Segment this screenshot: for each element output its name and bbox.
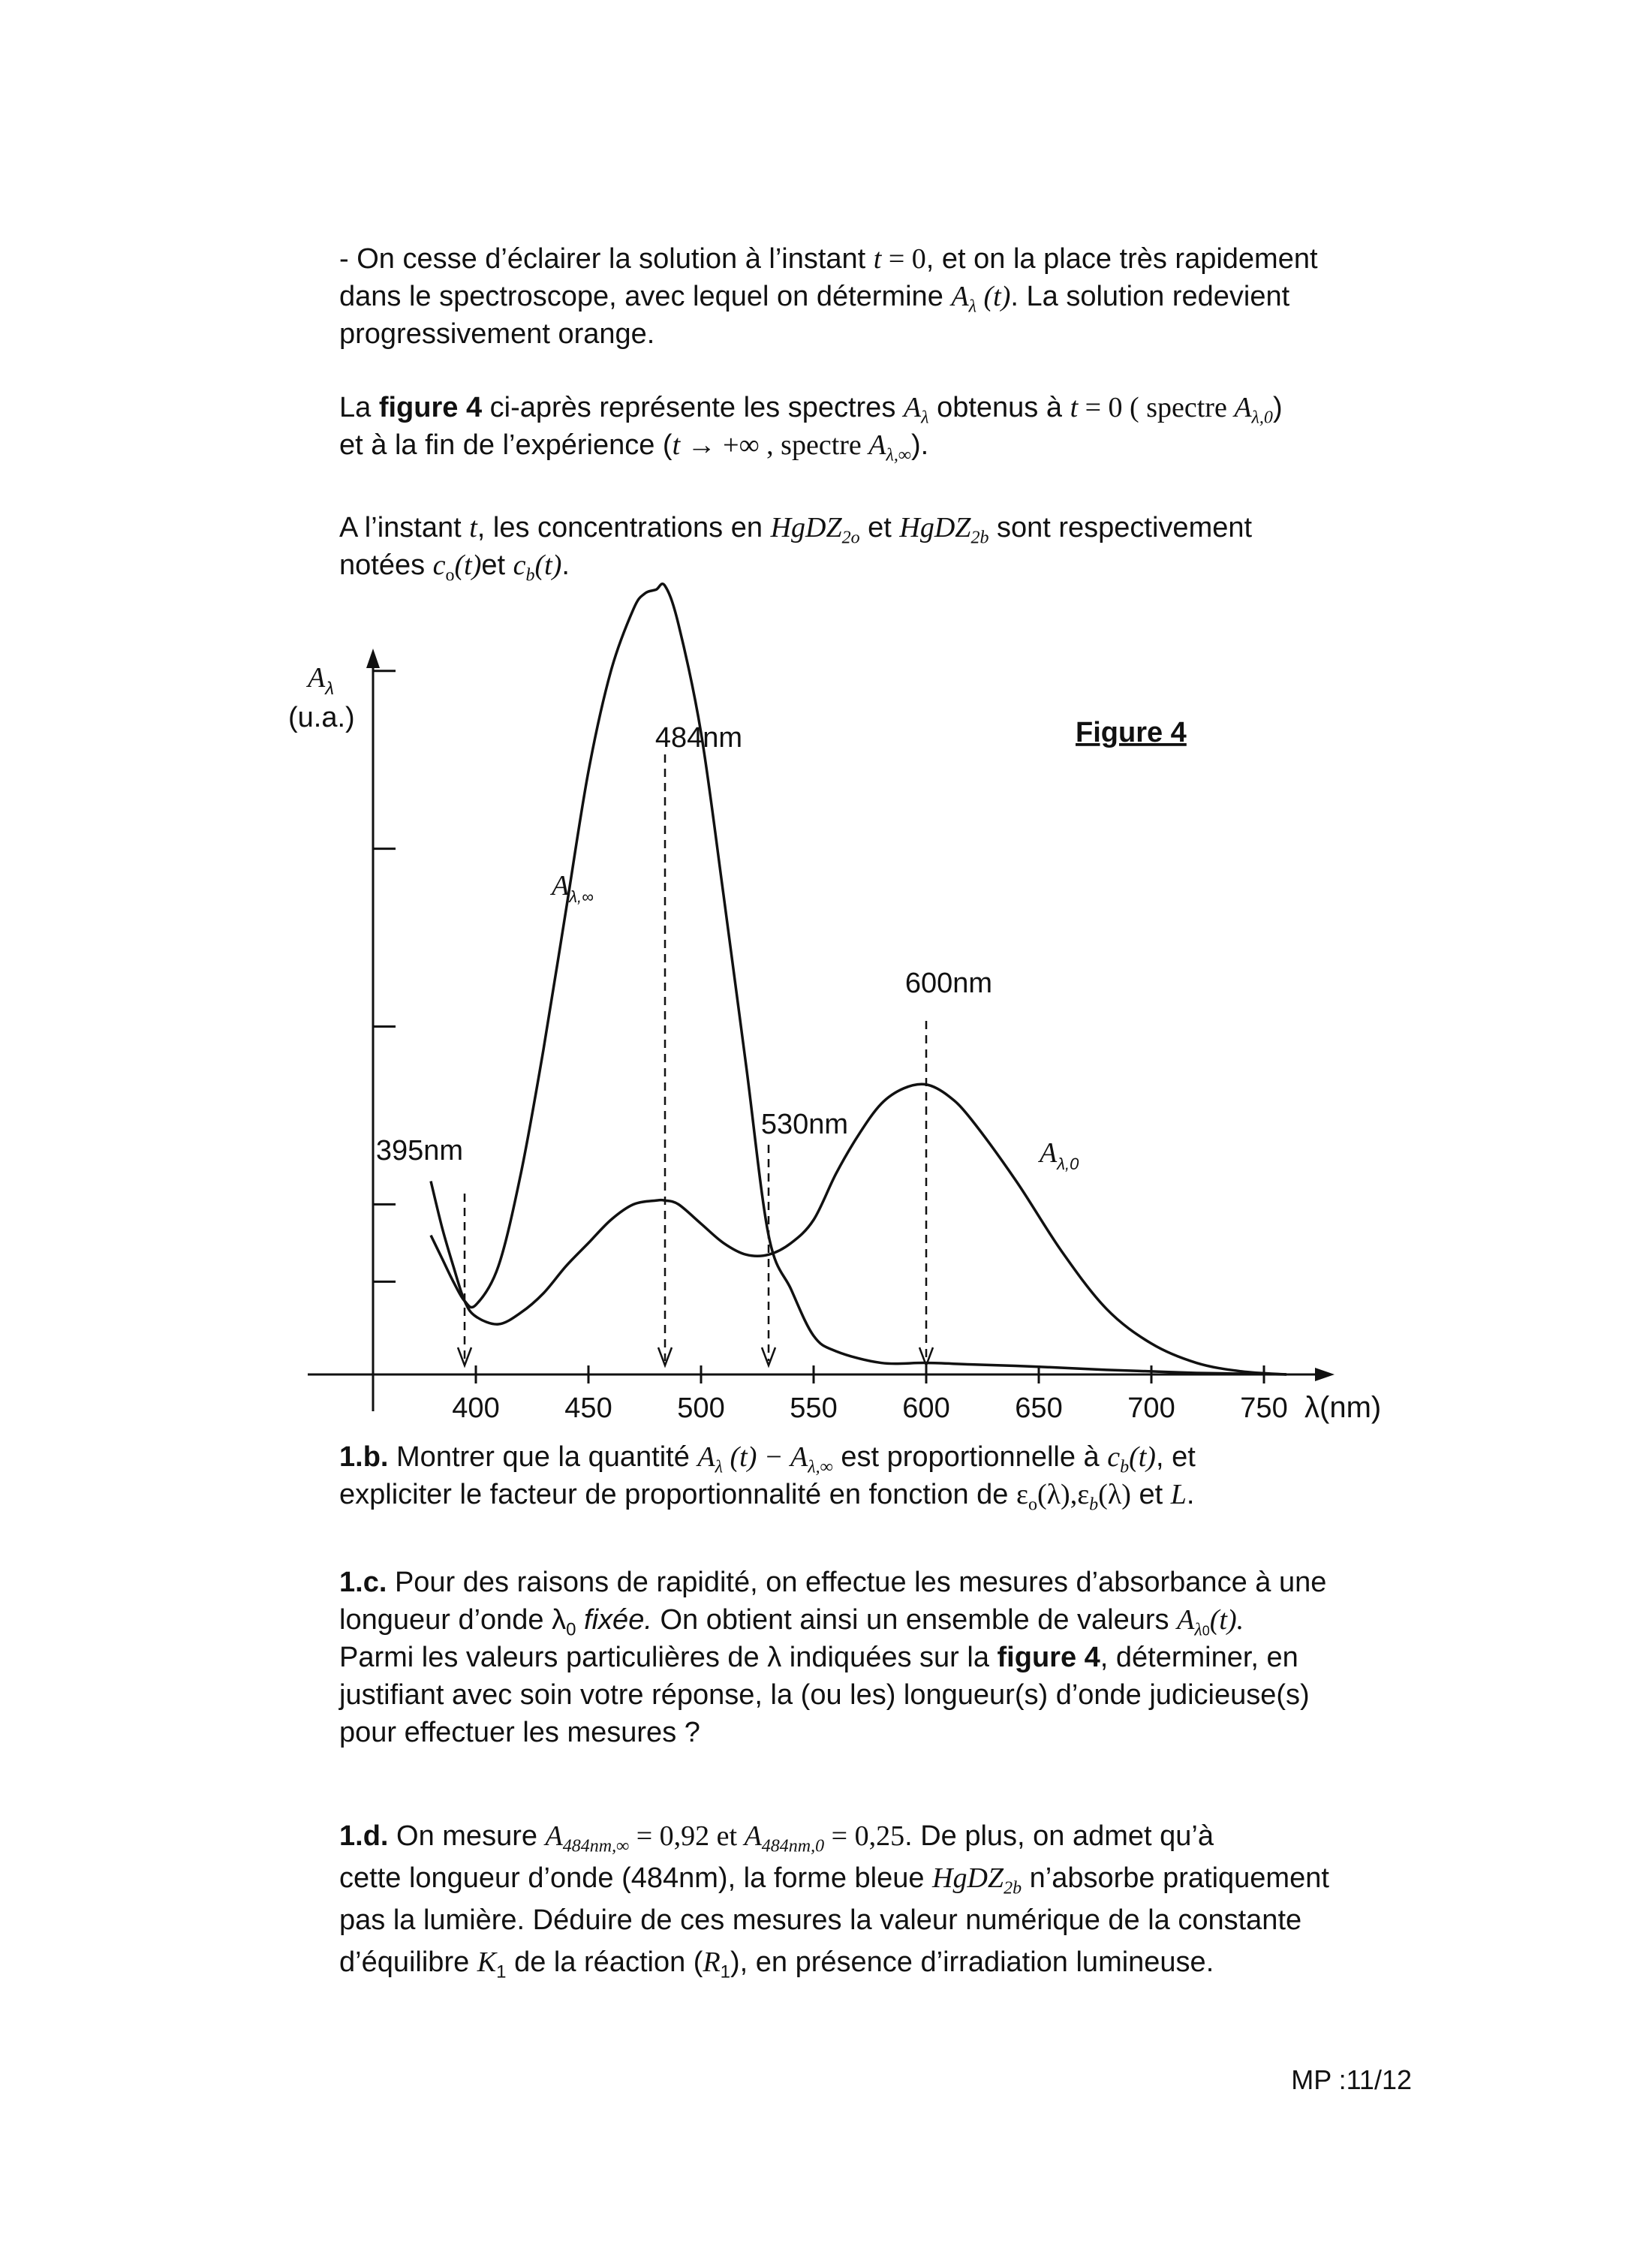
dash: -: [339, 243, 357, 275]
series-line-inf: [431, 584, 1286, 1374]
x-tick-label: 750: [1240, 1392, 1288, 1424]
marker-label: 600nm: [904, 968, 993, 999]
page-number: MP :11/12: [1291, 2064, 1412, 2095]
question-1c: 1.c. Pour des raisons de rapidité, on effectue les mesures d’absorbance à une longueur d’onde $\lambda_0$ fixée. On obtient ainsi un ensemble de valeurs $A_{\lambda 0}(t)$. Parmi les valeurs particulières de λ indiquées sur la figure 4, déterminer, en justifiant avec soin votre réponse, la (ou les) longueur(s) d’onde judicieuse(s) pour effectuer les mesures ?: [339, 1567, 1327, 1748]
y-axis-label: $A_\lambda$: [308, 662, 335, 699]
marker-label: 395nm: [375, 1135, 464, 1167]
x-tick-label: 550: [790, 1392, 838, 1424]
y-axis-arrow: [366, 649, 380, 668]
x-tick-label: 450: [564, 1392, 612, 1424]
concentration-paragraph: A l’instant t, les concentrations en HgDZ$_{2o}$ et HgDZ$_{2b}$ sont respectivement notées $c_o(t)et$ $c_b(t)$.: [339, 512, 1253, 586]
x-tick-label: 400: [452, 1392, 500, 1424]
x-axis-label: λ(nm): [1304, 1391, 1382, 1424]
x-tick-label: 700: [1127, 1392, 1175, 1424]
x-tick-label: 600: [902, 1392, 950, 1424]
series-line-zero: [431, 1084, 1286, 1374]
marker-label: 530nm: [760, 1109, 849, 1140]
figure-title: Figure 4: [1076, 717, 1187, 748]
figure-intro-paragraph: La figure 4 ci-après représente les spectres $A_\lambda$ obtenus à t = 0 ( spectre $A_{\lambda,0}$) et à la fin de l’expérience (t → +∞ , spectre $A_{\lambda,\infty}$).: [339, 392, 1283, 465]
marker-label: 484nm: [654, 722, 743, 754]
x-tick-label: 650: [1015, 1392, 1063, 1424]
y-axis-unit: (u.a.): [288, 702, 355, 733]
intro-paragraph: - On cesse d’éclairer la solution à l’instant t = 0, et on la place très rapidement dans le spectroscope, avec lequel on détermine $A_\lambda$ (t). La solution redevient progressivement orange.: [339, 243, 1318, 350]
question-1b: 1.b. Montrer que la quantité $A_\lambda$ $(t) - A_{\lambda,\infty}$ est proportionnelle à $c_b(t)$, et expliciter le facteur de proportionnalité en fonction de $\varepsilon_o(\lambda),\varepsilon_b(\lambda)$ et L.: [339, 1441, 1196, 1515]
x-tick-label: 500: [677, 1392, 725, 1424]
question-1d: 1.d. On mesure $A_{484nm,\infty} = 0,92$ et $A_{484nm,0} = 0,25$. De plus, on admet qu’à cette longueur d’onde (484nm), la forme bleue HgDZ$_{2b}$ n’absorbe pratiquement pas la lumière. Déduire de ces mesures la valeur numérique de la constante d’équilibre $K_1$ de la réaction $(R_1)$, en présence d’irradiation lumineuse.: [339, 1820, 1329, 1983]
x-axis-arrow: [1315, 1368, 1335, 1381]
series-label-inf: $A_{\lambda,\infty}$: [552, 870, 594, 906]
series-label-zero: $A_{\lambda,0}$: [1040, 1137, 1079, 1173]
